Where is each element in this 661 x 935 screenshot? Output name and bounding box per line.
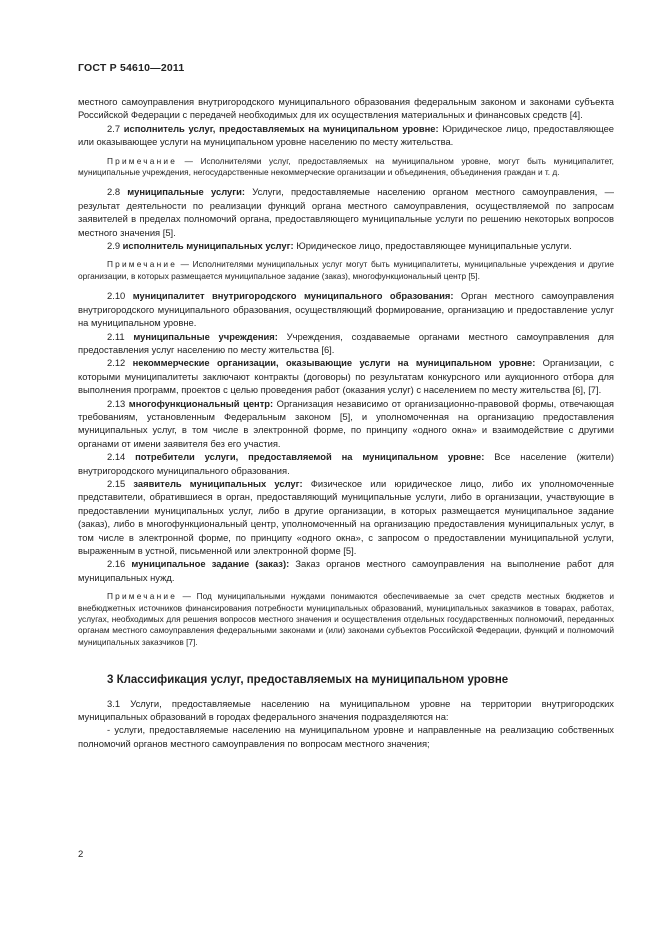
term-title: многофункциональный центр:	[128, 397, 274, 409]
term-number: 2.9	[107, 240, 121, 252]
term-title: заявитель муниципальных услуг:	[133, 477, 303, 489]
term-2-15	[78, 477, 614, 557]
term-2-10	[78, 289, 614, 329]
section-3-title: 3 Классификация услуг, предоставляемых на муниципальном уровне	[107, 674, 509, 687]
note-label: Примечание	[107, 155, 178, 166]
term-definition: Учреждения, создаваемые органами местного самоуправления для предоставления услуг населению по месту жительства [6].	[78, 330, 614, 355]
term-2-7	[78, 122, 614, 149]
term-number: 2.11	[107, 330, 125, 342]
term-definition: Орган местного самоуправления внутригородского муниципального образования, осуществляющий формирование, организацию и предоставление услуг на муниципальном уровне.	[78, 290, 614, 329]
term-2-8	[78, 185, 614, 239]
term-definition: Услуги, предоставляемые населению органом местного самоуправления, — результат деятельности по реализации функций органа местного самоуправления, осуществляемой по запросам заявителей в пределах полномочий органа, предоставляющего муниципальные услуги по решению некоторых вопросов местного значения [5].	[78, 186, 614, 238]
note-label: Примечание	[107, 259, 178, 270]
term-number: 2.8	[107, 186, 121, 198]
term-number: 2.14	[107, 451, 126, 463]
term-number: 2.15	[107, 477, 126, 489]
term-number: 2.7	[107, 122, 121, 134]
term-number: 2.16	[107, 558, 126, 570]
term-number: 2.10	[107, 290, 126, 302]
term-2-11	[78, 330, 614, 357]
note-1	[78, 156, 614, 179]
term-2-16	[78, 557, 614, 584]
term-title: муниципалитет внутригородского муниципального образования:	[132, 290, 454, 302]
term-number: 2.12	[107, 357, 126, 369]
term-definition: Организация независимо от организационно-правовой формы, отвечающая требованиям, установленным Федеральным законом [5], и уполномоченная на организацию предоставления муниципальных услуг, в том числе в электронной форме, по принципу «одного окна» и взаимодействие с другими органами от имени заявителя без его участия.	[78, 397, 614, 449]
term-title: муниципальное задание (заказ):	[131, 558, 290, 570]
page-number: 2	[78, 849, 84, 860]
term-title: некоммерческие организации, оказывающие услуги на муниципальном уровне:	[132, 357, 536, 369]
note-text: — Под муниципальными нуждами понимаются обеспечиваемые за счет средств местных бюджетов и внебюджетных источников финансирования потребности муниципальных образований, муниципальных заказчиков в товарах, работах, услугах, необходимых для решения вопросов местного значения и осуществления отдельных государственных полномочий, переданных органам местного самоуправления федеральными законами и (или) законами субъектов Российской Федерации, функций и полномочий муниципальных заказчиков [7].	[78, 591, 614, 647]
term-title: потребители услуги, предоставляемой на муниципальном уровне:	[135, 451, 485, 463]
document-code-header: ГОСТ Р 54610—2011	[78, 62, 185, 74]
term-title: муниципальные учреждения:	[133, 330, 278, 342]
note-label: Примечание	[107, 591, 178, 602]
document-body	[78, 95, 614, 750]
note-text: — Исполнителями муниципальных услуг могут быть муниципалитеты, муниципальные учреждения и другие организации, в которых размещается муниципальное задание (заказ), многофункциональный центр [5].	[78, 259, 614, 281]
term-definition: Физическое или юридическое лицо, либо их уполномоченные представители, обратившиеся в орган, предоставляющий муниципальные услуги, либо в организации, участвующие в предоставлении муниципальных услуг, либо в другие организации, в которых размещается муниципальное задание (заказ), либо в многофункциональный центр, уполномоченный на организацию предоставления муниципальных услуг, в том числе в электронной форме, по принципу «одного окна», с запросом о предоставлении муниципальной услуги, выраженным в устной, письменной или электронной форме [5].	[78, 477, 615, 556]
term-title: исполнитель услуг, предоставляемых на муниципальном уровне:	[123, 122, 439, 134]
term-title: исполнитель муниципальных услуг:	[122, 240, 294, 252]
section-3-list-item: - услуги, предоставляемые населению на муниципальном уровне и направленные на реализацию собственных полномочий органов местного самоуправления по вопросам местного значения;	[78, 724, 614, 749]
term-2-12	[78, 356, 614, 396]
section-3-paragraph-1: 3.1 Услуги, предоставляемые населению на муниципальном уровне на территории внутригородских муниципальных образований в городах федерального значения подразделяются на:	[78, 697, 614, 723]
note-2	[78, 259, 614, 282]
term-2-13	[78, 397, 614, 451]
term-2-14	[78, 450, 614, 477]
paragraph-continuation: местного самоуправления внутригородского муниципального образования федеральным законом и законами субъекта Российской Федерации с передачей необходимых для их осуществления материальных и финансовых средств [4].	[78, 96, 614, 121]
note-text: — Исполнителями услуг, предоставляемых на муниципальном уровне, могут быть муниципалитет, муниципальные учреждения, негосударственные некоммерческие организации и объединения, объединения граждан и т. д.	[78, 155, 614, 178]
term-definition: Организации, с которыми муниципалитеты заключают контракты (договоры) по результатам конкурсного или аукционного отбора для выполнения программ, проектов с целью проведения работ (оказания услуг) с населением по месту жительства [6], [7].	[78, 357, 614, 396]
term-2-9	[78, 239, 614, 252]
term-definition: Заказ органов местного самоуправления на выполнение работ для муниципальных нужд.	[78, 558, 614, 583]
term-number: 2.13	[107, 397, 126, 409]
note-3	[78, 591, 614, 648]
term-definition: Все население (жители) внутригородского муниципального образования.	[78, 451, 615, 476]
term-definition: Юридическое лицо, предоставляющее или оказывающее услуги на муниципальном уровне населению по месту жительства.	[78, 122, 614, 148]
term-definition: Юридическое лицо, предоставляющее муниципальные услуги.	[293, 240, 572, 252]
term-title: муниципальные услуги:	[127, 186, 246, 198]
